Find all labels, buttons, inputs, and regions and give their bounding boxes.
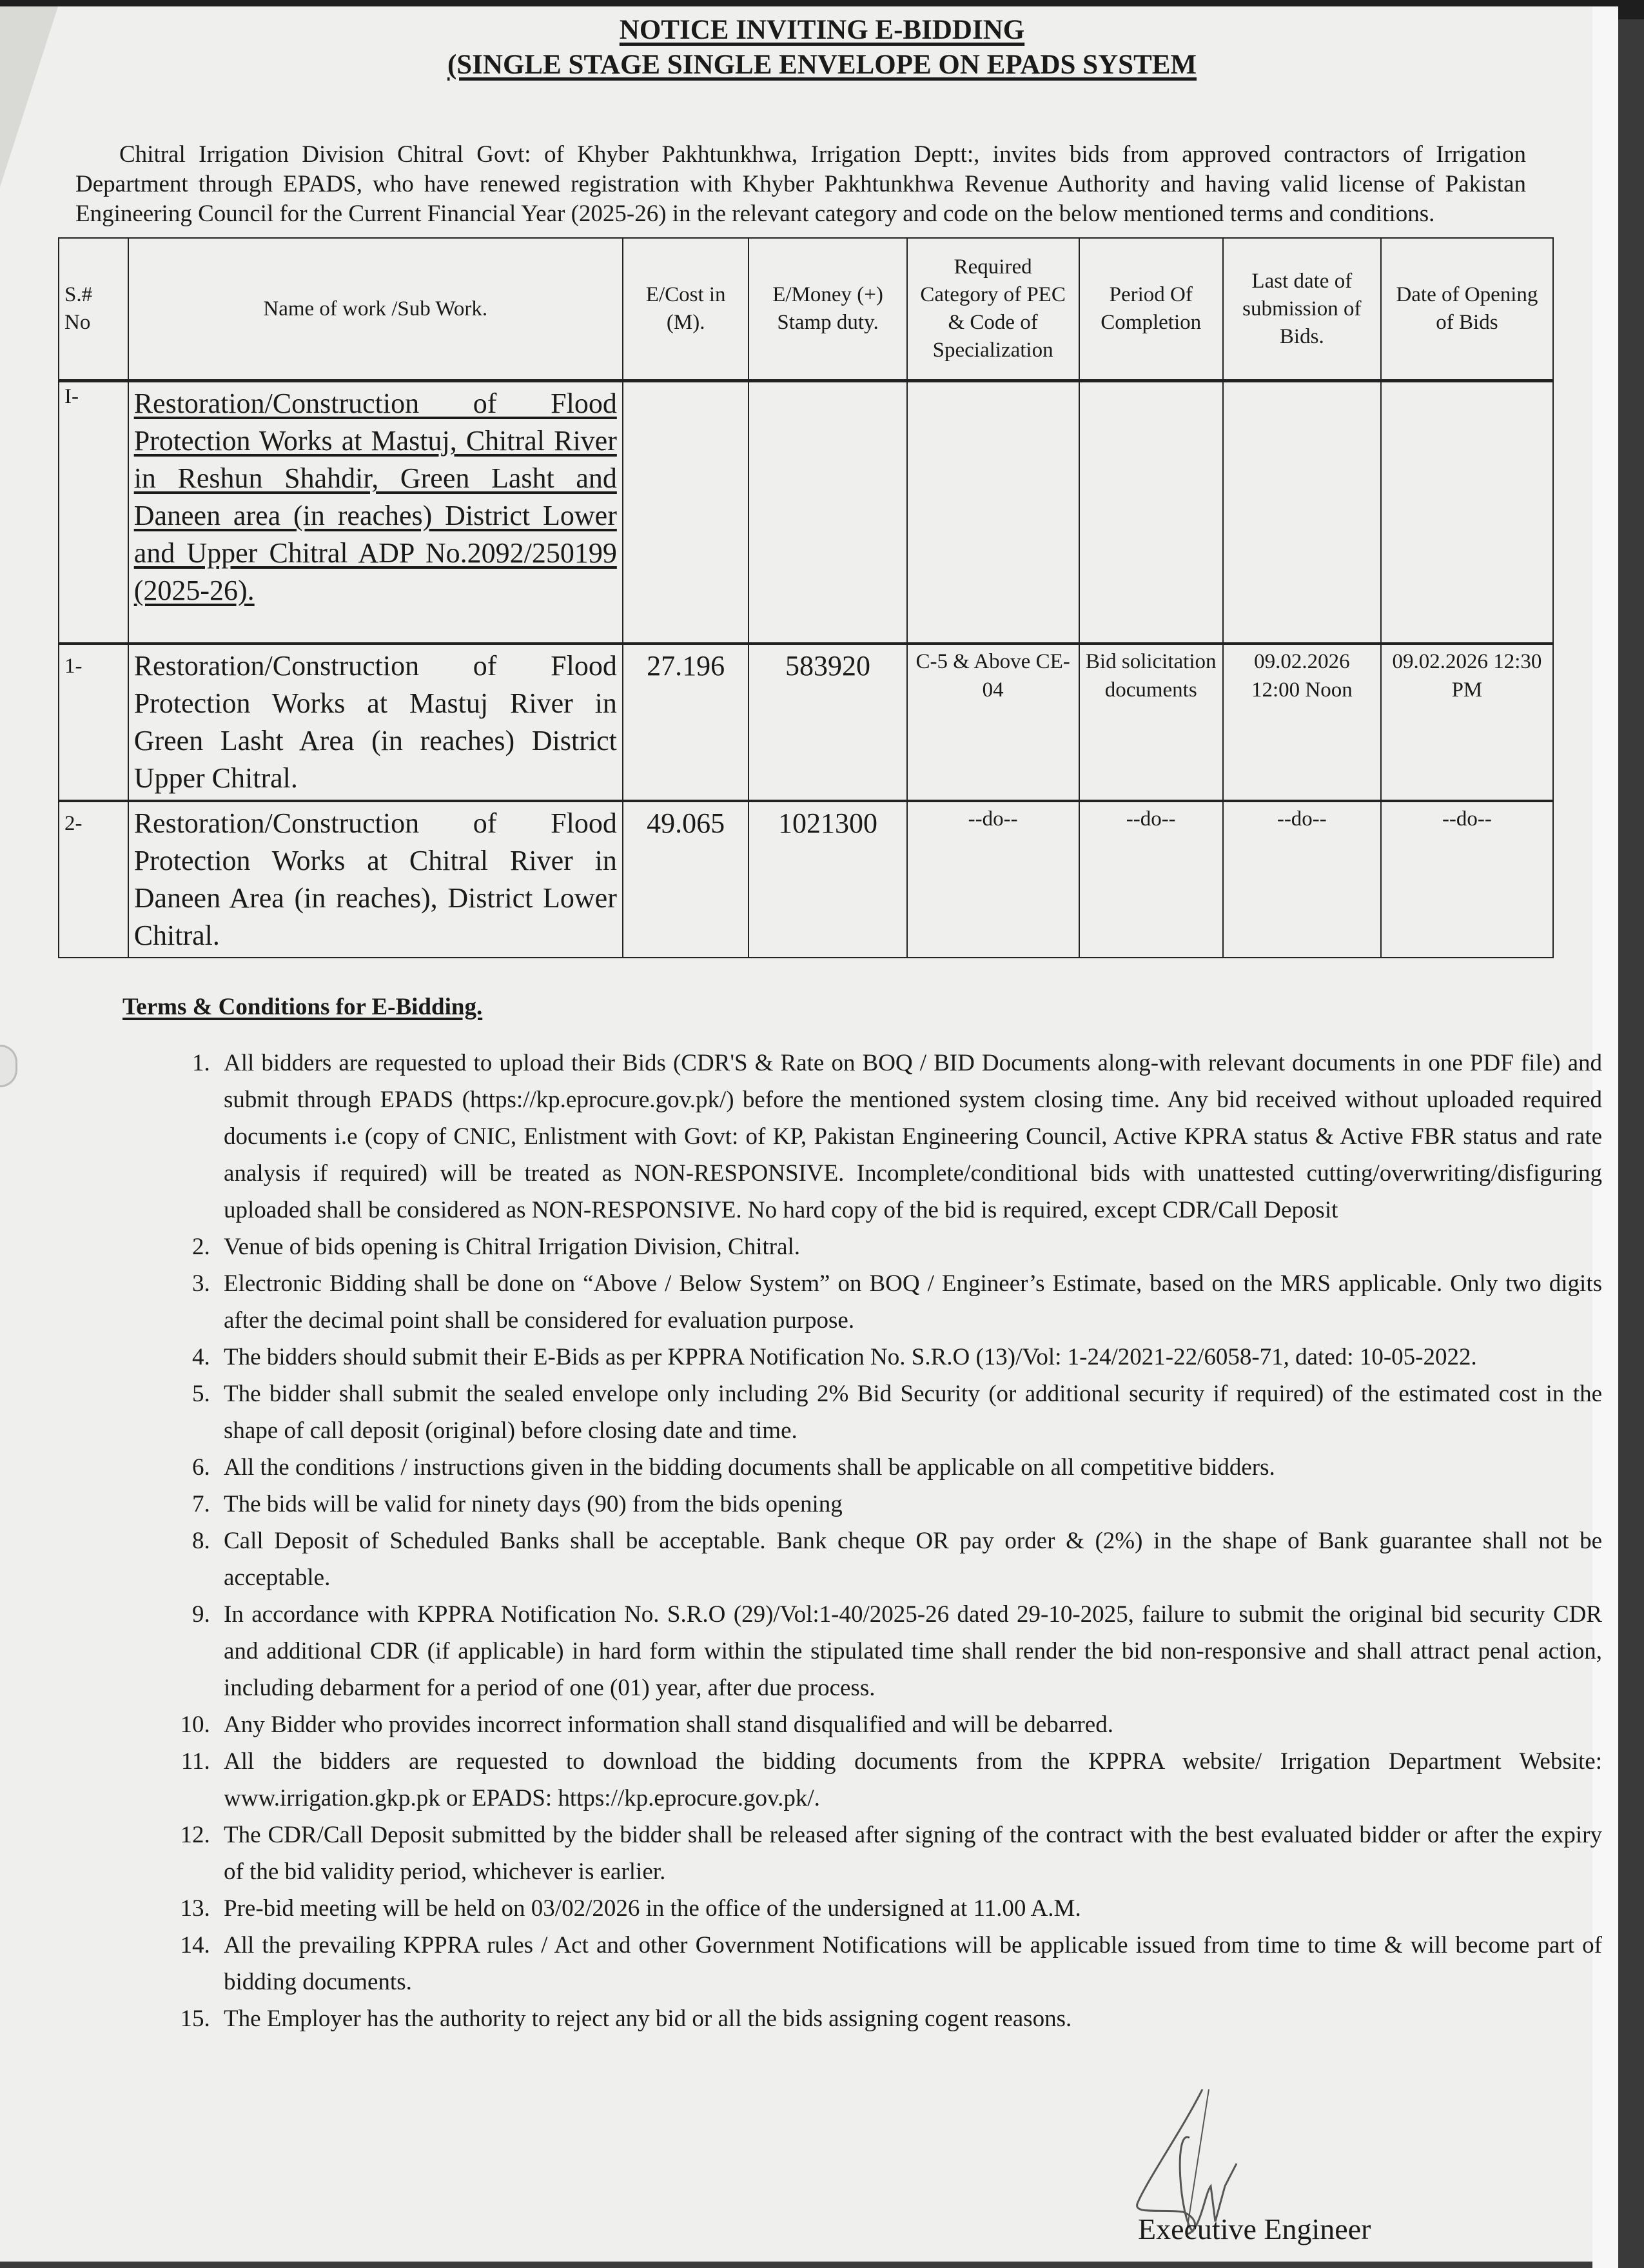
empty-cell	[749, 381, 906, 644]
term-item: 8. Call Deposit of Scheduled Banks shall be acceptable. Bank cheque OR pay order & (2%) in the shape of Bank guarantee shall not be acceptable.	[216, 1523, 1602, 1596]
row-name: Restoration/Construction of Flood Protection Works at Mastuj River in Green Lasht Area (in reaches) District Upper Chitral.	[128, 644, 623, 801]
row-category: --do--	[907, 801, 1079, 958]
term-item: 13. Pre-bid meeting will be held on 03/02/2026 in the office of the undersigned at 11.00 A.M.	[216, 1890, 1602, 1927]
table-header-row	[59, 238, 1553, 381]
term-item: 6. All the conditions / instructions given in the bidding documents shall be applicable on all competitive bidders.	[216, 1449, 1602, 1486]
intro-paragraph: Chitral Irrigation Division Chitral Govt: of Khyber Pakhtunkhwa, Irrigation Deptt:, invites bids from approved contractors of Irrigation Department through EPADS, who have renewed registration with Khyber Pakhtunkhwa Revenue Authority and having valid license of Pakistan Engineering Council for the Current Financial Year (2025-26) in the relevant category and code on the below mentioned terms and conditions.	[75, 141, 1526, 227]
notice-subtitle	[0, 49, 1644, 81]
row-sno: 2-	[59, 801, 128, 958]
row-category: C-5 & Above CE-04	[907, 644, 1079, 801]
signatory-designation: Executive Engineer	[1138, 2213, 1371, 2245]
empty-cell	[907, 381, 1079, 644]
header-money: E/Money (+) Stamp duty.	[749, 238, 906, 381]
empty-cell	[1381, 381, 1553, 644]
main-work-name: Restoration/Construction of Flood Protection Works at Mastuj, Chitral River in Reshun Shahdir, Green Lasht and Daneen area (in reaches) District Lower and Upper Chitral ADP No.2092/250199 (2025-26).	[128, 381, 623, 644]
term-item: 1. All bidders are requested to upload their Bids (CDR'S & Rate on BOQ / BID Documents along-with relevant documents in one PDF file) and submit through EPADS (https://kp.eprocure.gov.pk/) before the mentioned system closing time. Any bid received without uploaded required documents i.e (copy of CNIC, Enlistment with Govt: of KP, Pakistan Engineering Council, Active KPRA status & Active FBR status and rate analysis if required) will be treated as NON-RESPONSIVE. Incomplete/conditional bids with unattested cutting/overwriting/disfiguring uploaded shall be considered as NON-RESPONSIVE. No hard copy of the bid is required, except CDR/Call Deposit	[216, 1045, 1602, 1228]
notice-title	[0, 14, 1644, 46]
main-work-sno: I-	[59, 381, 128, 644]
term-item: 9. In accordance with KPPRA Notification No. S.R.O (29)/Vol:1-40/2025-26 dated 29-10-2025, failure to submit the original bid security CDR and additional CDR (if applicable) in hard form within the stipulated time shall render the bid non-responsive and shall attract penal action, including debarment for a period of one (01) year, after due process.	[216, 1596, 1602, 1706]
term-item: 3. Electronic Bidding shall be done on “Above / Below System” on BOQ / Engineer’s Estimate, based on the MRS applicable. Only two digits after the decimal point shall be considered for evaluation purpose.	[216, 1265, 1602, 1339]
notice-subtitle-text: (SINGLE STAGE SINGLE ENVELOPE ON EPADS SYSTEM	[447, 50, 1197, 80]
row-money: 583920	[749, 644, 906, 801]
term-item: 5. The bidder shall submit the sealed envelope only including 2% Bid Security (or additional security if required) of the estimated cost in the shape of call deposit (original) before closing date and time.	[216, 1376, 1602, 1449]
row-opening: --do--	[1381, 801, 1553, 958]
empty-cell	[623, 381, 749, 644]
row-cost: 49.065	[623, 801, 749, 958]
row-money: 1021300	[749, 801, 906, 958]
term-item: 10. Any Bidder who provides incorrect information shall stand disqualified and will be debarred.	[216, 1706, 1602, 1743]
table-row-main-work	[59, 381, 1553, 644]
punch-hole	[0, 1045, 17, 1087]
header-name: Name of work /Sub Work.	[128, 238, 623, 381]
term-item: 11. All the bidders are requested to download the bidding documents from the KPPRA website/ Irrigation Department Website: www.irrigation.gkp.pk or EPADS: https://kp.eprocure.gov.pk/.	[216, 1743, 1602, 1817]
term-item: 15. The Employer has the authority to reject any bid or all the bids assigning cogent reasons.	[216, 2000, 1602, 2037]
term-item: 7. The bids will be valid for ninety days (90) from the bids opening	[216, 1486, 1602, 1523]
table-row	[59, 801, 1553, 958]
header-opening: Date of Opening of Bids	[1381, 238, 1553, 381]
notice-title-text: NOTICE INVITING E-BIDDING	[619, 15, 1025, 45]
row-last-date: 09.02.2026 12:00 Noon	[1223, 644, 1381, 801]
table-row	[59, 644, 1553, 801]
row-sno: 1-	[59, 644, 128, 801]
header-cost: E/Cost in (M).	[623, 238, 749, 381]
row-opening: 09.02.2026 12:30 PM	[1381, 644, 1553, 801]
row-period: --do--	[1079, 801, 1223, 958]
row-name: Restoration/Construction of Flood Protection Works at Chitral River in Daneen Area (in reaches), District Lower Chitral.	[128, 801, 623, 958]
term-item: 2. Venue of bids opening is Chitral Irrigation Division, Chitral.	[216, 1228, 1602, 1265]
bids-table	[58, 237, 1554, 958]
term-item: 14. All the prevailing KPPRA rules / Act and other Government Notifications will be applicable issued from time to time & will become part of bidding documents.	[216, 1927, 1602, 2000]
header-last-date: Last date of submission of Bids.	[1223, 238, 1381, 381]
terms-heading: Terms & Conditions for E-Bidding.	[122, 994, 483, 1020]
row-last-date: --do--	[1223, 801, 1381, 958]
empty-cell	[1079, 381, 1223, 644]
row-period: Bid solicitation documents	[1079, 644, 1223, 801]
term-item: 4. The bidders should submit their E-Bids as per KPPRA Notification No. S.R.O (13)/Vol: 1-24/2021-22/6058-71, dated: 10-05-2022.	[216, 1339, 1602, 1376]
header-period: Period Of Completion	[1079, 238, 1223, 381]
term-item: 12. The CDR/Call Deposit submitted by the bidder shall be released after signing of the contract with the best evaluated bidder or after the expiry of the bid validity period, whichever is earlier.	[216, 1817, 1602, 1890]
header-category: Required Category of PEC & Code of Specialization	[907, 238, 1079, 381]
terms-list	[168, 1045, 1602, 2037]
empty-cell	[1223, 381, 1381, 644]
header-sno: S.# No	[59, 238, 128, 381]
row-cost: 27.196	[623, 644, 749, 801]
document-page	[0, 6, 1618, 2262]
